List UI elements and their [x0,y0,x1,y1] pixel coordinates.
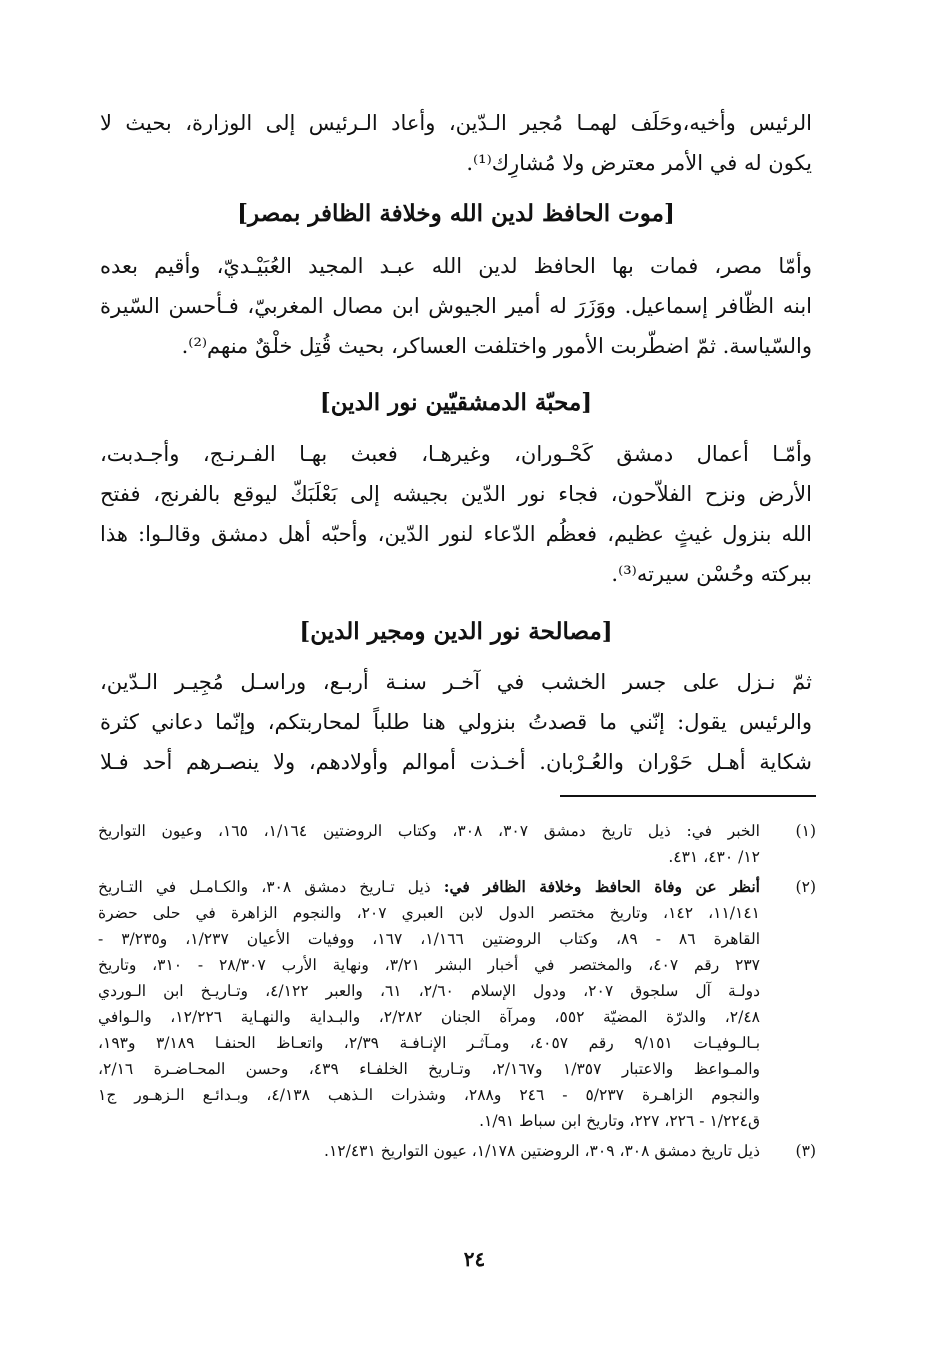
footnote-number: (٢) [795,878,816,896]
paragraph-line: شكاية أهـل حَوْران والعُـرْبان. أخـذت أموالم وأولادهم، ولا ينصـرهم أحد فـلا [100,750,812,774]
paragraph-line: وأمّـا أعمال دمشق كَحْـوران، وغيرهـا، فعبث بهـا الفـرنـج، وأجـدبت، [100,442,812,466]
paragraph-2 [100,246,812,366]
paragraph-line: يكون له في الأمر معترض ولا مُشارِك⁽¹⁾. [466,151,812,175]
footnote-line: ذيل تاريخ دمشق ٣٠٨، ٣٠٩، الروضتين ١/١٧٨، عيون التواريخ ١٢/٤٣١. [324,1142,760,1160]
paragraph-3 [100,434,812,594]
paragraph-line: الله بنزول غيثٍ عظيم، فعظُم الدّعاء لنور الدّين، وأحبّه أهل دمشق وقالـوا: هذا [100,522,812,546]
footnote-text: ذيل تـاريخ دمشق ٣٠٨، والكـامـل في التـاريخ [98,878,444,896]
paragraph-line: والسّياسة. ثمّ اضطّربت الأمور واختلفت العساكر، بحيث قُتِل خلْقٌ منهم⁽²⁾. [181,334,812,358]
footnote-lead: أنظر عن وفاة الحافظ وخلافة الظافر في: [443,877,760,896]
paragraph-line: وأمّا مصر، فمات بها الحافظ لدين الله عبـد المجيد العُبَيْـديّ، وأقيم بعده [100,254,812,278]
footnote-number: (٣) [795,1142,816,1160]
footnote-line: والنجوم الزاهـرة ٥/٢٣٧ - ٢٤٦ و٢٨٨، وشذرات الـذهب ٤/١٣٨، وبـدائـع الـزهـور ج١ [98,1086,760,1104]
section-heading-reconciliation: [مصالحة نور الدين ومجير الدين] [299,618,613,645]
paragraph-line: الأرض ونزح الفلاّحون، فجاء نور الدّين بجيشه إلى بَعْلَبَكّ ليوقع بالفرنج، ففتح [100,482,812,506]
footnote-line: ق١/٢٢٤ - ٢٢٦، ٢٢٧، وتاريخ ابن سباط ١/٩١. [479,1112,760,1130]
page-number: ٢٤ [463,1247,486,1271]
footnote-3 [98,1138,816,1164]
paragraph-line: الرئيس وأخيه،وحَلَف لهمـا مُجير الـدّين، وأعاد الـرئيس إلى الوزارة، بحيث لا [100,111,812,135]
paragraph-4 [100,662,812,782]
section-heading-death-of-al-hafiz: [موت الحافظ لدين الله وخلافة الظافر بمصر] [237,200,675,227]
footnotes [98,818,816,1168]
section-heading-damascenes-love: [محبّة الدمشقيّين نور الدين] [319,389,593,416]
footnote-line: ٢٣٧ رقم ٤٠٧، والمختصر في أخبار البشر ٣/٢١، ونهاية الأرب ٢٨/٣٠٧ - ٣١٠، وتاريخ [98,956,760,974]
footnote-line: القاهرة ٨٦ - ٨٩، وكتاب الروضتين ١/١٦٦، ١٦٧، ووفيات الأعيان ١/٢٣٧، و٣/٢٣٥ - [98,930,760,948]
footnote-line: الخبر في: ذيل تاريخ دمشق ٣٠٧، ٣٠٨، وكتاب الروضتين ١/١٦٤، ١٦٥، وعيون التواريخ [98,822,760,840]
footnote-line: ٢/٤٨، والدرّة المضيّة ٥٥٢، ومرآة الجنان ٢/٢٨٢، والبـداية والنهـاية ١٢/٢٢٦، والـوافي [98,1008,760,1026]
footnote-2 [98,874,816,1134]
footnote-1 [98,818,816,870]
footnote-separator [560,795,816,797]
paragraph-line: والرئيس يقول: إنّني ما قصدتُ بنزولي هنا طلباً لمحاربتكم، وإنّما دعاني كثرة [100,710,812,734]
footnote-line: ١٢/ ٤٣٠، ٤٣١. [668,848,760,866]
paragraph-line: ببركته وحُسْن سيرته⁽³⁾. [611,562,812,586]
paragraph-line: ابنه الظّافر إسماعيل. ووَزَرَ له أمير الجيوش ابن مصال المغربيّ، فـأحسن السّيرة [100,294,812,318]
footnote-line [98,874,760,900]
footnote-line: والمـواعظ والاعتبار ١/٣٥٧ و٢/١٦٧، وتـاريخ الخلفـاء ٤٣٩، وحسن المحـاضـرة ٢/١٦، [98,1060,760,1078]
footnote-line: دولـة آل سلجوق ٢٠٧، ودول الإسلام ٢/٦٠، ٦١، والعبر ٤/١٢٢، وتـاريـخ ابن الـوردي [98,982,760,1000]
paragraph-line: ثمّ نـزل على جسر الخشب في آخـر سنـة أربـع، وراسـل مُجِيـر الـدّين، [100,670,812,694]
footnote-line: بـالـوفيـات ٩/١٥١ رقم ٤٠٥٧، ومـآثـر الإنـافـة ٢/٣٩، واتعـاظ الحنفـا ٣/١٨٩ و١٩٣، [98,1034,760,1052]
paragraph-1 [100,103,812,183]
footnote-number: (١) [795,822,816,840]
footnote-line: ١١/١٤١، ١٤٢، وتاريخ مختصر الدول لابن العبري ٢٠٧، والنجوم الزاهرة في حلى حضرة [98,904,760,922]
